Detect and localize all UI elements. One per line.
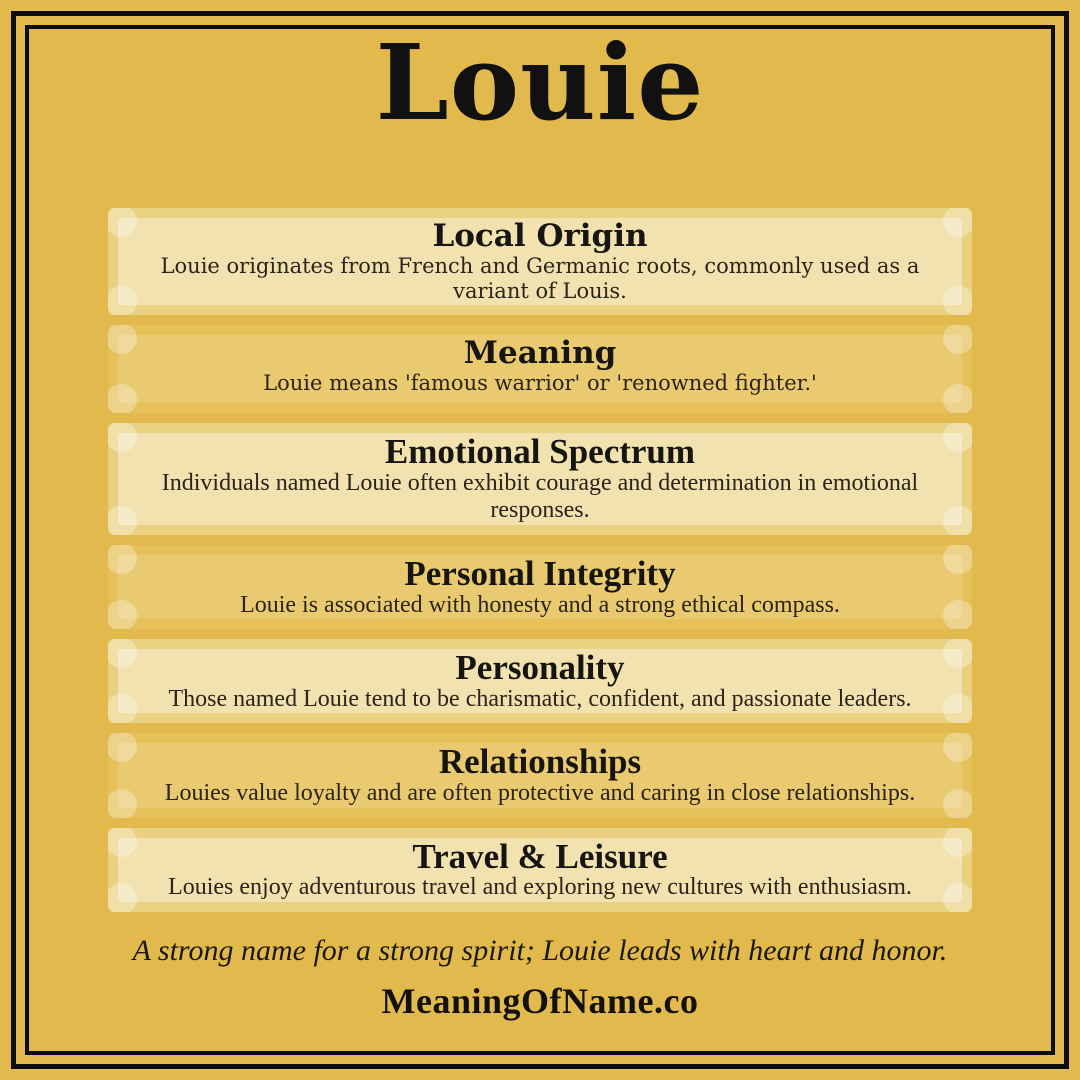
info-card [108,545,972,629]
corner-pin-icon [943,506,972,535]
corner-pin-icon [943,384,972,413]
corner-pin-icon [108,600,137,629]
corner-pin-icon [108,789,137,818]
card-heading: Personal Integrity [404,553,676,593]
corner-pin-icon [108,883,137,912]
corner-pin-icon [943,600,972,629]
card-body: Louie means 'famous warrior' or 'renowned fighter.' [263,370,817,395]
brand-name: MeaningOfName.co [381,981,699,1021]
corner-pin-icon [943,883,972,912]
info-card [108,208,972,315]
card-inner [118,743,962,807]
card-inner [118,838,962,902]
card-body: Louie is associated with honesty and a strong ethical compass. [240,591,840,618]
card-body: Louies enjoy adventurous travel and exploring new cultures with enthusiasm. [168,874,912,901]
corner-pin-icon [943,733,972,762]
info-card [108,423,972,535]
corner-pin-icon [943,694,972,723]
card-inner [118,218,962,305]
corner-pin-icon [943,828,972,857]
card-inner [118,649,962,713]
card-body: Louie originates from French and Germanic roots, commonly used as a variant of Louis. [160,253,920,304]
corner-pin-icon [108,694,137,723]
card-heading: Emotional Spectrum [384,431,696,471]
corner-pin-icon [943,545,972,574]
info-card [108,733,972,817]
info-card [108,325,972,413]
corner-pin-icon [943,325,972,354]
corner-pin-icon [943,208,972,237]
corner-pin-icon [108,384,137,413]
card-inner [118,555,962,619]
card-heading: Local Origin [432,218,648,254]
footer-quote: A strong name for a strong spirit; Louie leads with heart and honor. [132,934,948,967]
page-title: Louie [375,21,705,144]
corner-pin-icon [108,506,137,535]
card-inner [118,433,962,525]
card-heading: Personality [455,648,625,688]
corner-pin-icon [108,286,137,315]
corner-pin-icon [943,423,972,452]
card-list [108,208,972,912]
card-inner [118,335,962,403]
card-body: Those named Louie tend to be charismatic, confident, and passionate leaders. [168,685,912,712]
corner-pin-icon [943,639,972,668]
card-body: Louies value loyalty and are often protective and caring in close relationships. [164,780,916,807]
card-body: Individuals named Louie often exhibit courage and determination in emotional responses. [161,469,919,524]
corner-pin-icon [943,789,972,818]
card-heading: Meaning [463,334,617,371]
info-card [108,639,972,723]
info-card [108,828,972,912]
card-heading: Travel & Leisure [412,836,668,876]
card-heading: Relationships [438,742,642,782]
corner-pin-icon [943,286,972,315]
